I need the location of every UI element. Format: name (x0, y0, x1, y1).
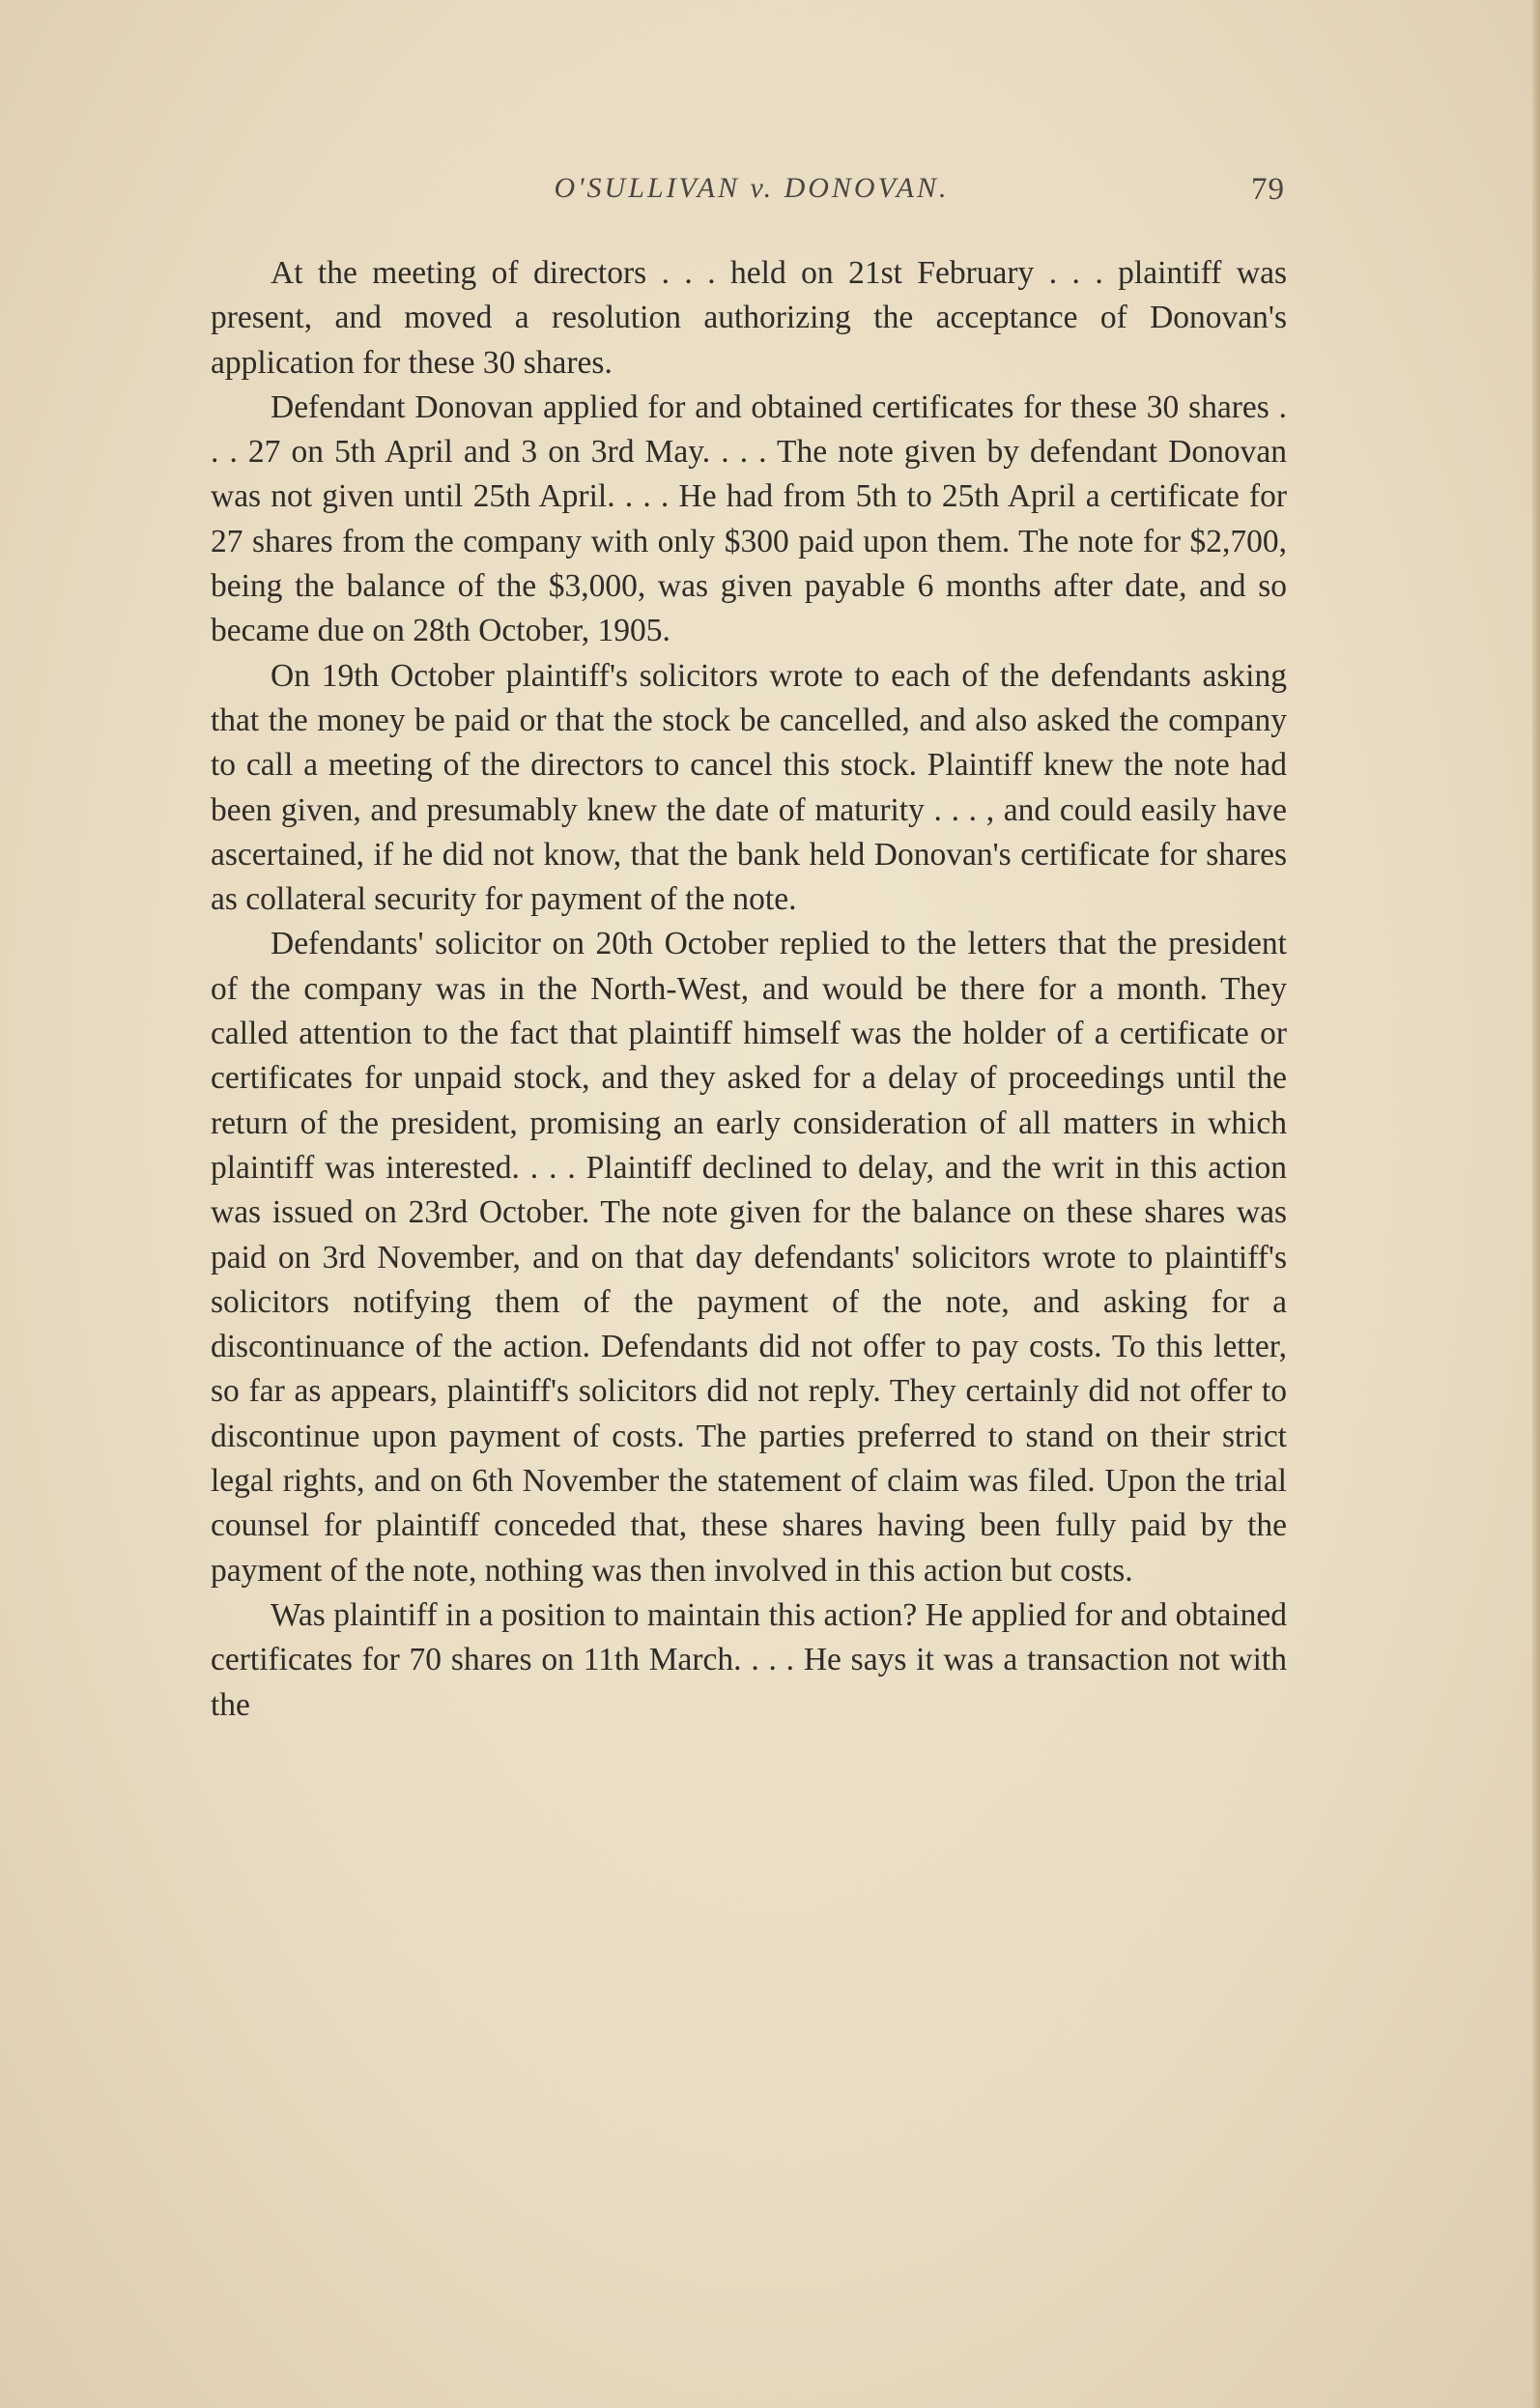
paragraph-4: Defendants' solicitor on 20th October replied to the letters that the president of the company was in the North-West, and would be there for a month. They called attention to the fact that plaintiff himself was the holder of a certificate or certificates for unpaid stock, and they asked for a delay of proceedings until the return of the president, promising an early consideration of all matters in which plaintiff was interested. . . . Plaintiff declined to delay, and the writ in this action was issued on 23rd October. The note given for the balance on these shares was paid on 3rd November, and on that day defendants' solicitors wrote to plaintiff's solicitors notifying them of the payment of the note, and asking for a discontinuance of the action. Defendants did not offer to pay costs. To this letter, so far as appears, plaintiff's solicitors did not reply. They certainly did not offer to discontinue upon payment of costs. The parties preferred to stand on their strict legal rights, and on 6th November the statement of claim was filed. Upon the trial counsel for plaintiff conceded that, these shares having been fully paid by the payment of the note, nothing was then involved in this action but costs. (211, 926, 1287, 1589)
page-header (218, 172, 1285, 220)
page-edge (1532, 0, 1540, 2408)
paragraph-5: Was plaintiff in a position to maintain this action? He applied for and obtained certificates for 70 shares on 11th March. . . . He says it was a transaction not with the (211, 1596, 1287, 1723)
body-text (211, 251, 1287, 1728)
running-head: O'SULLIVAN v. DONOVAN. (554, 172, 950, 204)
page-number: 79 (1251, 172, 1285, 207)
paragraph-3: On 19th October plaintiff's solicitors wrote to each of the defendants asking that the money be paid or that the stock be cancelled, and also asked the company to call a meeting of the directors to cancel this stock. Plaintiff knew the note had been given, and presumably knew the date of maturity . . . , and could easily have ascertained, if he did not know, that the bank held Donovan's certificate for shares as collateral security for payment of the note. (211, 657, 1287, 918)
paragraph-2: Defendant Donovan applied for and obtained certificates for these 30 shares . . . 27 on 5th April and 3 on 3rd May. . . . The note given by defendant Donovan was not given until 25th April. . . . He had from 5th to 25th April a certificate for 27 shares from the company with only $300 paid upon them. The note for $2,700, being the balance of the $3,000, was given payable 6 months after date, and so became due on 28th October, 1905. (211, 388, 1287, 649)
paragraph-1: At the meeting of directors . . . held on 21st February . . . plaintiff was present, and moved a resolution authorizing the acceptance of Donovan's application for these 30 shares. (211, 255, 1287, 381)
